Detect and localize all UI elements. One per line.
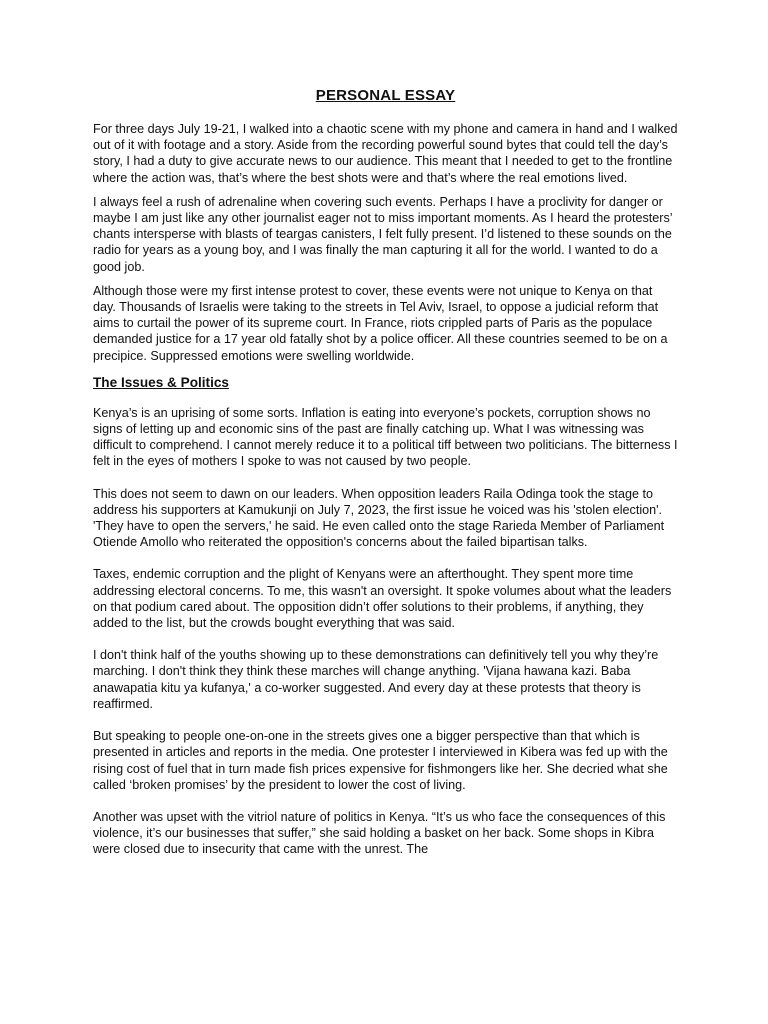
paragraph-section-1: Kenya’s is an uprising of some sorts. Inflation is eating into everyone’s pockets, corruption shows no signs of letting up and economic sins of the past are finally catching up. What I was witnessing was difficult to comprehend. I cannot merely reduce it to a political tiff between two politicians. The bitterness I felt in the eyes of mothers I spoke to was not caused by two people. [93, 405, 678, 469]
paragraph-intro-2: I always feel a rush of adrenaline when covering such events. Perhaps I have a proclivity for danger or maybe I am just like any other journalist eager not to miss important moments. As I heard the protesters’ chants intersperse with blasts of teargas canisters, I felt fully present. I’d listened to these sounds on the radio for years as a young boy, and I was finally the man capturing it all for the world. I wanted to do a good job. [93, 194, 673, 274]
paragraph-section-4: I don't think half of the youths showing up to these demonstrations can definitively tell you why they’re marching. I don't think they think these marches will change anything. 'Vijana hawana kazi. Baba anawapatia kitu ya kufanya,' a co-worker suggested. And every day at these protests that theory is reaffirmed. [93, 648, 659, 711]
essay-body [93, 86, 678, 858]
paragraph-section-2: This does not seem to dawn on our leaders. When opposition leaders Raila Odinga took the stage to address his supporters at Kamukunji on July 7, 2023, the first issue he voiced was his 'stolen election'. 'They have to open the servers,' he said. He even called onto the stage Rarieda Member of Parliament Otiende Amollo who reiterated the opposition's concerns about the failed bipartisan talks. [93, 486, 665, 550]
essay-title: PERSONAL ESSAY [315, 87, 456, 104]
section-heading: The Issues & Politics [93, 374, 229, 390]
paragraph-section-6: Another was upset with the vitriol nature of politics in Kenya. “It’s us who face the consequences of this violence, it’s our businesses that suffer,” she said holding a basket on her back. Some shops in Kibra were closed due to insecurity that came with the unrest. The [93, 809, 666, 857]
paragraph-section-5: But speaking to people one-on-one in the streets gives one a bigger perspective than that which is presented in articles and reports in the media. One protester I interviewed in Kibera was fed up with the rising cost of fuel that in turn made fish prices expensive for fishmongers like her. She decried what she called ‘broken promises’ by the president to lower the cost of living. [93, 729, 668, 792]
paragraph-section-3: Taxes, endemic corruption and the plight of Kenyans were an afterthought. They spent more time addressing electoral concerns. To me, this wasn't an oversight. It spoke volumes about what the leaders on that podium cared about. The opposition didn’t offer solutions to their problems, if anything, they added to the list, but the crowds bought everything that was said. [93, 567, 672, 631]
paragraph-intro-1: For three days July 19-21, I walked into a chaotic scene with my phone and camera in hand and I walked out of it with footage and a story. Aside from the recording powerful sound bytes that could tell the day’s story, I had a duty to give accurate news to our audience. This meant that I needed to get to the frontline where the action was, that’s where the best shots were and that’s where the real emotions lived. [93, 122, 678, 185]
paragraph-intro-3: Although those were my first intense protest to cover, these events were not unique to Kenya on that day. Thousands of Israelis were taking to the streets in Tel Aviv, Israel, to oppose a judicial reform that aims to curtail the power of its supreme court. In France, riots crippled parts of Paris as the populace demanded justice for a 17 year old fatally shot by a police officer. All these countries seemed to be on a precipice. Suppressed emotions were swelling worldwide. [93, 283, 668, 363]
